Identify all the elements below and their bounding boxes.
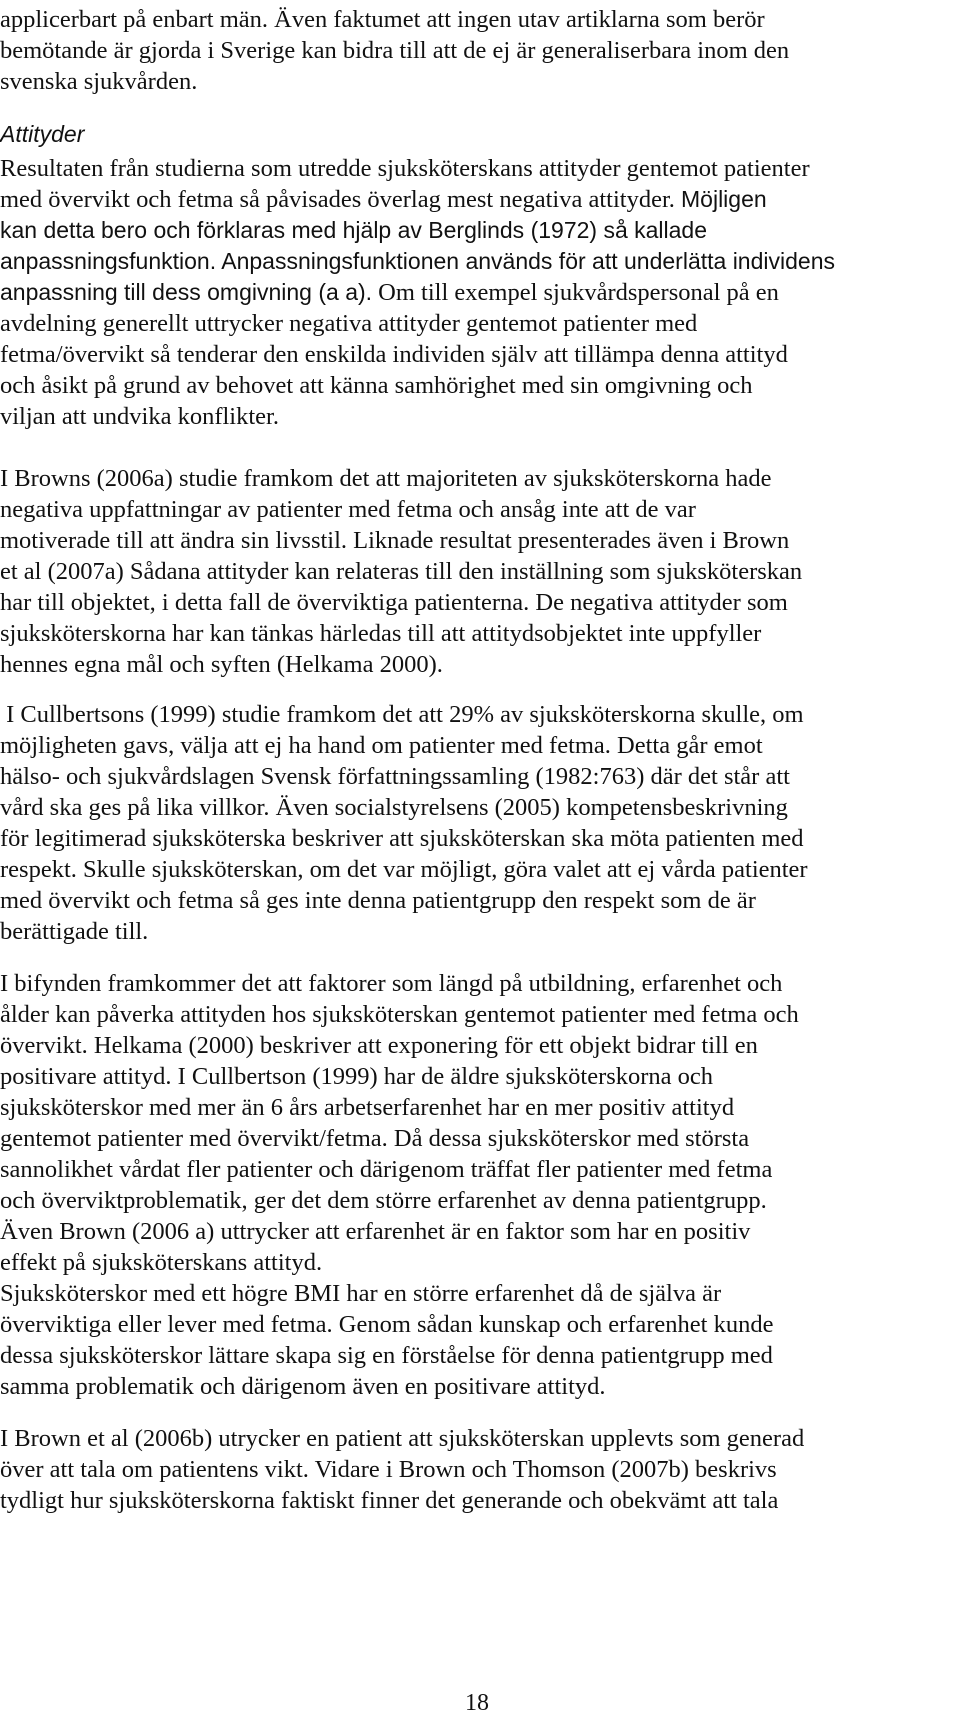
- text-line: över att tala om patientens vikt. Vidare i Brown och Thomson (2007b) beskrivs: [0, 1456, 777, 1483]
- text-line: dessa sjuksköterskor lättare skapa sig en förståelse för denna patientgrupp med: [0, 1342, 773, 1369]
- section-heading: [0, 119, 960, 150]
- text-line: positivare attityd. I Cullbertson (1999) har de äldre sjuksköterskorna och: [0, 1063, 714, 1090]
- browns-paragraph: [0, 463, 960, 680]
- text-line: sjuksköterskorna har kan tänkas härledas till att attitydsobjektet inte uppfyller: [0, 620, 762, 647]
- text-line: fetma/övervikt så tenderar den enskilda individen själv att tillämpa denna attityd: [0, 341, 788, 368]
- text-line: applicerbart på enbart män. Även faktumet att ingen utav artiklarna som berör: [0, 6, 765, 33]
- text-line: övervikt. Helkama (2000) beskriver att exponering för ett objekt bidrar till en: [0, 1032, 758, 1059]
- text-line: et al (2007a) Sådana attityder kan relateras till den inställning som sjuksköterskan: [0, 558, 803, 585]
- text-line: möjligheten gavs, välja att ej ha hand om patienter med fetma. Detta går emot: [0, 732, 763, 759]
- text-line: respekt. Skulle sjuksköterskan, om det var möjligt, göra valet att ej vårda patienter: [0, 856, 808, 883]
- text-line: motiverade till att ändra sin livsstil. Liknade resultat presenterades även i Brown: [0, 527, 790, 554]
- text-line: med övervikt och fetma så ges inte denna patientgrupp den respekt som de är: [0, 887, 756, 914]
- text-line: och åsikt på grund av behovet att känna samhörighet med sin omgivning och: [0, 372, 753, 399]
- text-line: I Browns (2006a) studie framkom det att majoriteten av sjuksköterskorna hade: [0, 465, 772, 492]
- text-line: I bifynden framkommer det att faktorer som längd på utbildning, erfarenhet och: [0, 970, 783, 997]
- text-line: gentemot patienter med övervikt/fetma. Då dessa sjuksköterskor med största: [0, 1125, 750, 1152]
- attityder-paragraph: [0, 153, 960, 432]
- text-line: sjuksköterskor med mer än 6 års arbetserfarenhet har en mer positiv attityd: [0, 1094, 735, 1121]
- text-line: överviktiga eller lever med fetma. Genom sådan kunskap och erfarenhet kunde: [0, 1311, 774, 1338]
- text-line: kan detta bero och förklaras med hjälp av Berglinds (1972) så kallade: [0, 217, 708, 243]
- text-line: sannolikhet vårdat fler patienter och därigenom träffat fler patienter med fetma: [0, 1156, 773, 1183]
- text-line: hennes egna mål och syften (Helkama 2000).: [0, 651, 443, 678]
- text-line: avdelning generellt uttrycker negativa attityder gentemot patienter med: [0, 310, 698, 337]
- text-line: vård ska ges på lika villkor. Även socialstyrelsens (2005) kompetensbeskrivning: [0, 794, 788, 821]
- brown-2006b-paragraph: [0, 1423, 960, 1516]
- cullbertson-paragraph: [0, 699, 960, 947]
- text-line: för legitimerad sjuksköterska beskriver att sjuksköterskan ska möta patienten med: [0, 825, 804, 852]
- text-fragment: med övervikt och fetma så påvisades överlag mest negativa attityder.: [0, 186, 675, 213]
- text-line: I Brown et al (2006b) utrycker en patient att sjuksköterskan upplevts som generad: [0, 1425, 805, 1452]
- text-line: I Cullbertsons (1999) studie framkom det att 29% av sjuksköterskorna skulle, om: [0, 701, 804, 728]
- text-line: negativa uppfattningar av patienter med fetma och ansåg inte att de var: [0, 496, 696, 523]
- text-line: ålder kan påverka attityden hos sjuksköterskan gentemot patienter med fetma och: [0, 1001, 799, 1028]
- text-line: har till objektet, i detta fall de överviktiga patienterna. De negativa attityder som: [0, 589, 788, 616]
- text-line: [0, 277, 960, 308]
- heading-text: Attityder: [0, 121, 85, 147]
- text-line: viljan att undvika konflikter.: [0, 403, 279, 430]
- text-line: [0, 246, 960, 277]
- top-paragraph: [0, 4, 960, 97]
- text-line: [0, 184, 960, 215]
- text-line: berättigade till.: [0, 918, 149, 945]
- text-line: hälso- och sjukvårdslagen Svensk författningssamling (1982:763) där det står att: [0, 763, 790, 790]
- text-fragment: anpassning till dess omgivning (a a).: [0, 279, 373, 305]
- text-line: effekt på sjuksköterskans attityd.: [0, 1249, 323, 1276]
- text-line: bemötande är gjorda i Sverige kan bidra till att de ej är generaliserbara inom den: [0, 37, 790, 64]
- text-line: och överviktproblematik, ger det dem större erfarenhet av denna patientgrupp.: [0, 1187, 767, 1214]
- page-number: 18: [465, 1690, 489, 1716]
- text-line: tydligt hur sjuksköterskorna faktiskt finner det generande och obekvämt att tala: [0, 1487, 779, 1514]
- text-line: Även Brown (2006 a) uttrycker att erfarenhet är en faktor som har en positiv: [0, 1218, 751, 1245]
- text-line: samma problematik och därigenom även en positivare attityd.: [0, 1373, 606, 1400]
- bifynden-paragraph: [0, 968, 960, 1402]
- text-fragment: Möjligen: [681, 186, 767, 212]
- text-line: svenska sjukvården.: [0, 68, 198, 95]
- text-line: Resultaten från studierna som utredde sjuksköterskans attityder gentemot patienter: [0, 155, 810, 182]
- text-line: Sjuksköterskor med ett högre BMI har en större erfarenhet då de själva är: [0, 1280, 722, 1307]
- text-fragment: anpassningsfunktion.: [0, 248, 217, 274]
- text-fragment: Anpassningsfunktionen används för att underlätta individens: [221, 248, 835, 274]
- text-fragment: Om till exempel sjukvårdspersonal på en: [378, 279, 779, 306]
